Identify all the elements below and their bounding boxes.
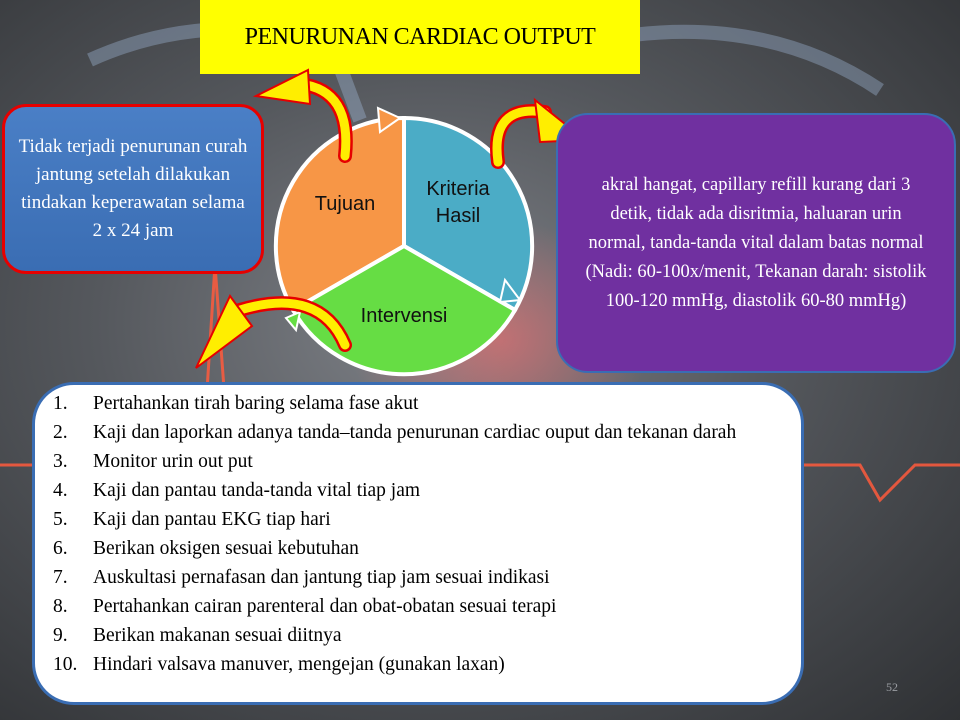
list-item (53, 621, 779, 650)
item-number: 7. (53, 567, 68, 588)
intervensi-box (32, 382, 804, 705)
label-kriteria-line2: Hasil (435, 205, 481, 227)
item-number: 4. (53, 480, 68, 501)
item-text: Kaji dan laporkan adanya tanda–tanda penurunan cardiac ouput dan tekanan darah (93, 422, 737, 443)
item-text: Pertahankan tirah baring selama fase akut (93, 393, 419, 414)
item-number: 2. (53, 422, 68, 443)
page-title: PENURUNAN CARDIAC OUTPUT (200, 0, 640, 74)
list-item (53, 447, 779, 476)
item-number: 8. (53, 596, 68, 617)
label-tujuan: Tujuan (314, 193, 376, 215)
list-item (53, 505, 779, 534)
item-number: 1. (53, 393, 68, 414)
item-number: 3. (53, 451, 68, 472)
item-text: Hindari valsava manuver, mengejan (gunakan laxan) (93, 654, 505, 675)
intervention-list (53, 389, 779, 679)
page-number: 52 (886, 680, 898, 694)
list-item (53, 563, 779, 592)
label-intervensi: Intervensi (360, 305, 448, 327)
item-number: 10. (53, 654, 78, 675)
item-number: 9. (53, 625, 68, 646)
list-item (53, 650, 779, 679)
list-item (53, 534, 779, 563)
item-text: Kaji dan pantau tanda-tanda vital tiap jam (93, 480, 421, 501)
list-item (53, 592, 779, 621)
item-text: Kaji dan pantau EKG tiap hari (93, 509, 331, 530)
item-number: 5. (53, 509, 68, 530)
item-text: Berikan oksigen sesuai kebutuhan (93, 538, 359, 559)
kriteria-hasil-box (556, 113, 956, 373)
label-kriteria-line1: Kriteria (426, 178, 490, 200)
list-item (53, 389, 779, 418)
item-number: 6. (53, 538, 68, 559)
item-text: Auskultasi pernafasan dan jantung tiap jam sesuai indikasi (93, 567, 550, 588)
cycle-arrowhead-left (286, 312, 300, 330)
item-text: Pertahankan cairan parenteral dan obat-obatan sesuai terapi (93, 596, 557, 617)
item-text: Berikan makanan sesuai diitnya (93, 625, 342, 646)
list-item (53, 418, 779, 447)
tujuan-box (2, 104, 264, 274)
list-item (53, 476, 779, 505)
tujuan-text: Tidak terjadi penurunan curah jantung setelah dilakukan tindakan keperawatan selama 2 x 24 jam (18, 136, 248, 241)
item-text: Monitor urin out put (93, 451, 253, 472)
kriteria-hasil-text: akral hangat, capillary refill kurang dari 3 detik, tidak ada disritmia, haluaran urin normal, tanda-tanda vital dalam batas normal (Nadi: 60-100x/menit, Tekanan darah: sistolik 100-120 mmHg, diastolik 60-80 mmHg) (585, 174, 927, 311)
